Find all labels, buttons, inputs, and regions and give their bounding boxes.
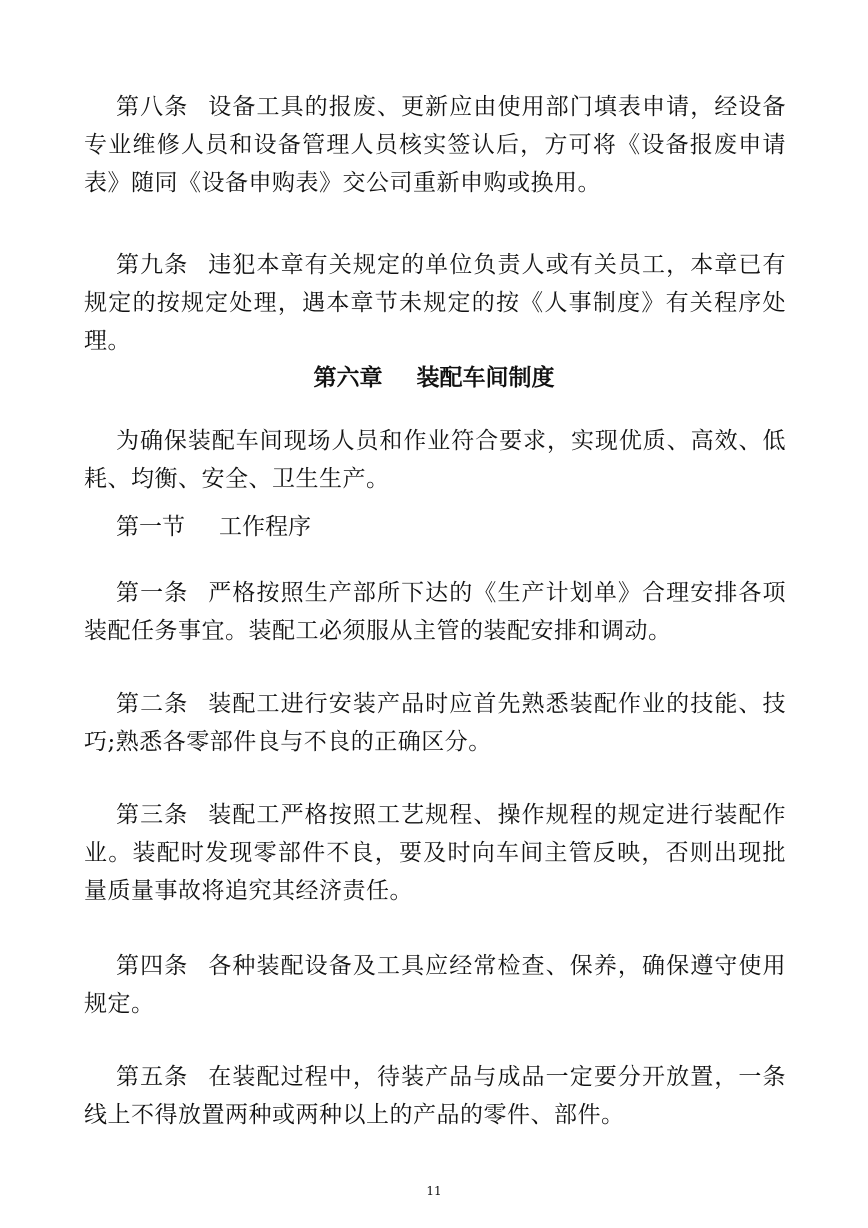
article-text: 违犯本章有关规定的单位负责人或有关员工，本章已有规定的按规定处理，遇本章节未规定的按《人事制度》有关程序处理。 — [84, 252, 787, 354]
article-8 — [84, 88, 786, 202]
chapter-intro: 为确保装配车间现场人员和作业符合要求，实现优质、高效、低耗、均衡、安全、卫生生产。 — [84, 428, 786, 492]
section-number: 第一节 — [116, 514, 185, 540]
article-text: 在装配过程中，待装产品与成品一定要分开放置，一条线上不得放置两种或两种以上的产品的零件、部件。 — [84, 1064, 787, 1128]
article-label: 第五条 — [116, 1064, 189, 1090]
section-name: 工作程序 — [219, 514, 311, 540]
chapter-number: 第六章 — [313, 365, 383, 391]
article-label: 第一条 — [116, 580, 189, 606]
article-label: 第四条 — [116, 953, 189, 979]
article-text: 严格按照生产部所下达的《生产计划单》合理安排各项装配任务事宜。装配工必须服从主管的装配安排和调动。 — [84, 580, 787, 644]
article-label: 第三条 — [116, 802, 189, 828]
article-text: 设备工具的报废、更新应由使用部门填表申请，经设备专业维修人员和设备管理人员核实签认后，方可将《设备报废申请表》随同《设备申购表》交公司重新申购或换用。 — [84, 94, 787, 196]
article-2 — [84, 685, 786, 761]
chapter-title — [0, 359, 868, 397]
article-label: 第八条 — [116, 94, 189, 120]
article-5 — [84, 1058, 786, 1134]
article-label: 第九条 — [116, 252, 189, 278]
section-heading — [116, 508, 311, 546]
chapter-name: 装配车间制度 — [416, 365, 555, 391]
article-3 — [84, 796, 786, 910]
article-label: 第二条 — [116, 691, 189, 717]
article-4 — [84, 947, 786, 1023]
page-number: 11 — [426, 1184, 442, 1198]
article-1 — [84, 574, 786, 650]
article-text: 装配工进行安装产品时应首先熟悉装配作业的技能、技巧;熟悉各零部件良与不良的正确区分。 — [84, 691, 787, 755]
article-9 — [84, 246, 786, 360]
article-text: 装配工严格按照工艺规程、操作规程的规定进行装配作业。装配时发现零部件不良，要及时向车间主管反映，否则出现批量质量事故将追究其经济责任。 — [84, 802, 787, 904]
article-text: 各种装配设备及工具应经常检查、保养，确保遵守使用规定。 — [84, 953, 787, 1017]
